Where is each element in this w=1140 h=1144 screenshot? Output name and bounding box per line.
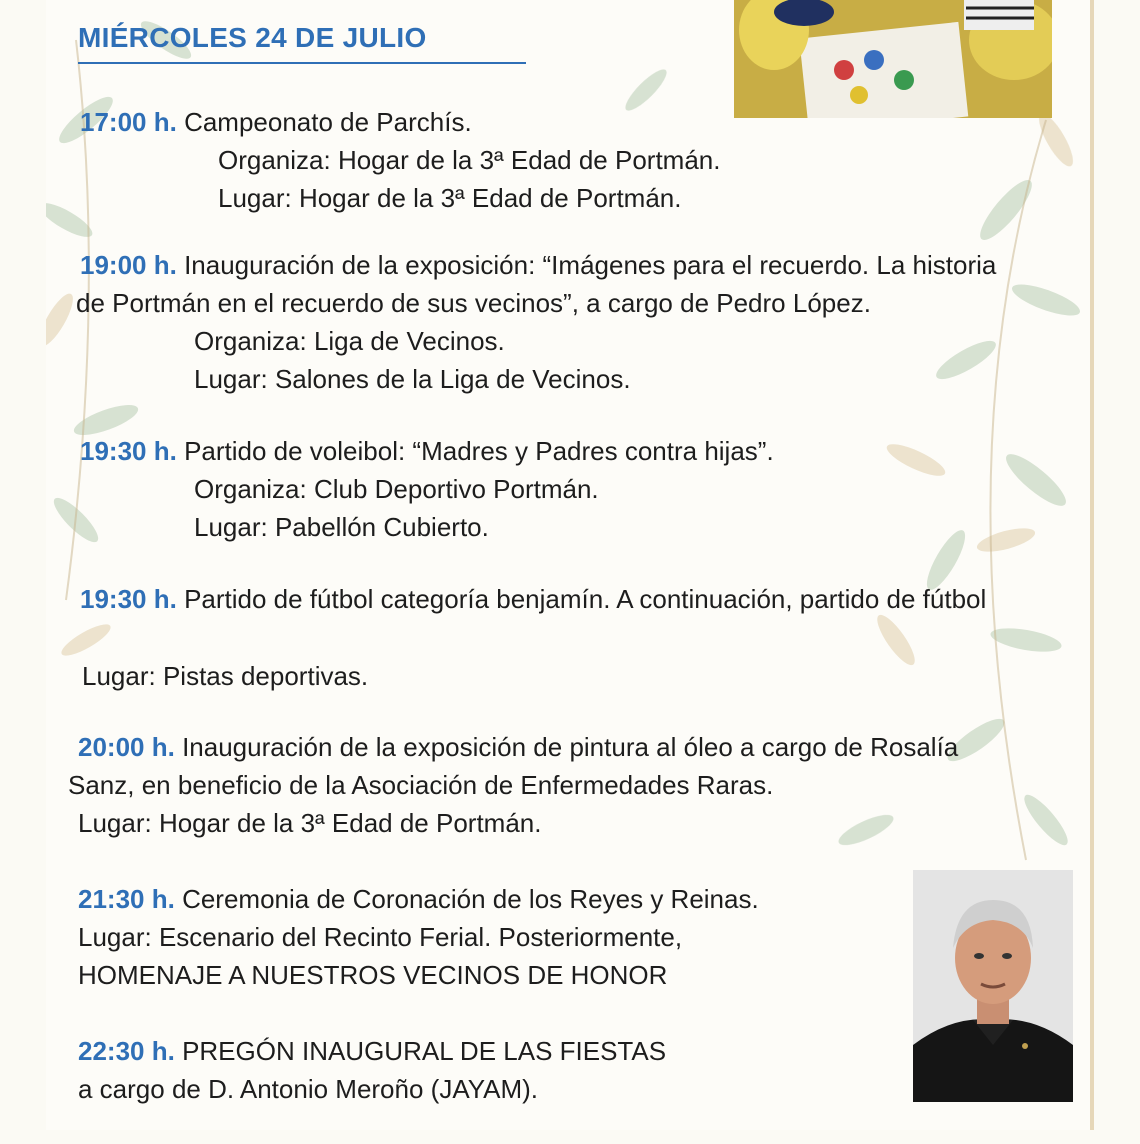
event-time: 19:00 h. — [80, 250, 177, 280]
event-time: 20:00 h. — [78, 732, 175, 762]
page-title: MIÉRCOLES 24 DE JULIO — [78, 22, 427, 53]
event-line — [80, 584, 986, 614]
event-title: Partido de voleibol: “Madres y Padres contra hijas”. — [184, 436, 774, 466]
event-time: 17:00 h. — [80, 107, 177, 137]
title-underline — [78, 62, 526, 64]
portrait-photo — [913, 870, 1073, 1102]
event-location: Lugar: Salones de la Liga de Vecinos. — [194, 364, 631, 394]
event-time: 21:30 h. — [78, 884, 175, 914]
event-line — [78, 1036, 666, 1066]
event-title: PREGÓN INAUGURAL DE LAS FIESTAS — [182, 1036, 667, 1066]
event-location: Lugar: Pabellón Cubierto. — [194, 512, 489, 542]
event-title: Inauguración de la exposición de pintura al óleo a cargo de Rosalía — [182, 732, 959, 762]
event-line — [80, 250, 996, 280]
event-title-continued: de Portmán en el recuerdo de sus vecinos”, a cargo de Pedro López. — [76, 288, 871, 318]
event-line — [80, 107, 472, 137]
event-organizer: Organiza: Liga de Vecinos. — [194, 326, 505, 356]
event-title: Ceremonia de Coronación de los Reyes y Reinas. — [182, 884, 759, 914]
event-title-continued: Sanz, en beneficio de la Asociación de Enfermedades Raras. — [68, 770, 774, 800]
event-line — [80, 436, 774, 466]
event-organizer: Organiza: Hogar de la 3ª Edad de Portmán. — [218, 145, 721, 175]
event-time: 19:30 h. — [80, 584, 177, 614]
event-organizer: Organiza: Club Deportivo Portmán. — [194, 474, 599, 504]
event-title: Inauguración de la exposición: “Imágenes para el recuerdo. La historia — [184, 250, 997, 280]
event-detail: a cargo de D. Antonio Meroño (JAYAM). — [78, 1074, 539, 1104]
event-time: 22:30 h. — [78, 1036, 175, 1066]
event-time: 19:30 h. — [80, 436, 177, 466]
event-note: HOMENAJE A NUESTROS VECINOS DE HONOR — [78, 960, 668, 990]
program-page — [46, 0, 1094, 1130]
event-line — [78, 732, 958, 762]
event-title: Campeonato de Parchís. — [184, 107, 472, 137]
event-location: Lugar: Escenario del Recinto Ferial. Posteriormente, — [78, 922, 683, 952]
event-location: Lugar: Hogar de la 3ª Edad de Portmán. — [78, 808, 542, 838]
event-line — [78, 884, 759, 914]
event-location: Lugar: Hogar de la 3ª Edad de Portmán. — [218, 183, 682, 213]
event-title: Partido de fútbol categoría benjamín. A continuación, partido de fútbol — [184, 584, 987, 614]
parchis-game-photo — [734, 0, 1052, 118]
event-location: Lugar: Pistas deportivas. — [82, 661, 369, 691]
